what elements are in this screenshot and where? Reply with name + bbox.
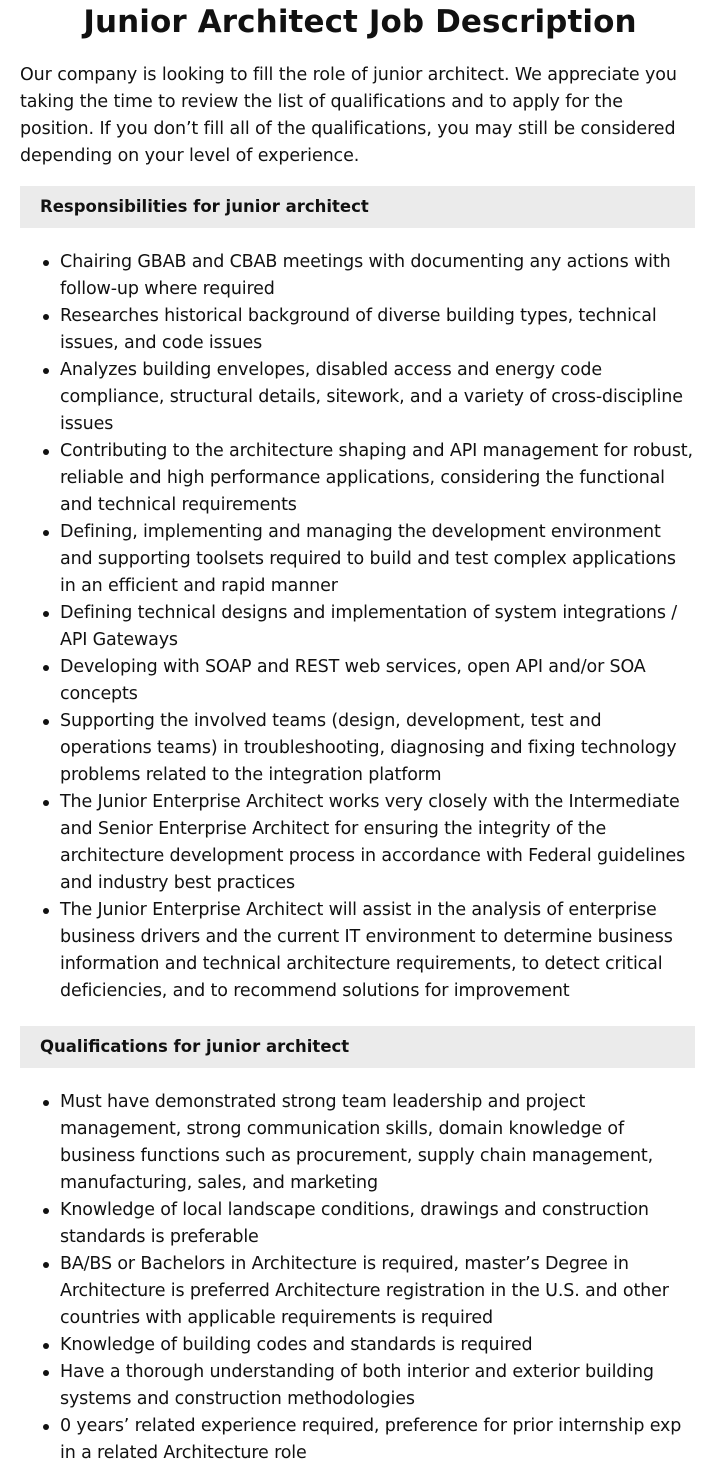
responsibilities-header: Responsibilities for junior architect	[20, 186, 695, 228]
list-item-text: Developing with SOAP and REST web services, open API and/or SOA concepts	[60, 657, 646, 704]
bullet-icon	[43, 665, 49, 671]
list-item	[20, 1413, 696, 1467]
bullet-icon	[43, 1343, 49, 1349]
bullet-icon	[43, 908, 49, 914]
bullet-icon	[43, 1262, 49, 1268]
list-item	[20, 1197, 696, 1251]
list-item	[20, 654, 696, 708]
page-title: Junior Architect Job Description	[83, 4, 637, 40]
qualifications-list	[20, 1089, 696, 1467]
list-item	[20, 708, 696, 789]
bullet-icon	[43, 449, 49, 455]
bullet-icon	[43, 800, 49, 806]
bullet-icon	[43, 530, 49, 536]
list-item	[20, 1359, 696, 1413]
qualifications-header: Qualifications for junior architect	[20, 1026, 695, 1068]
list-item-text: Researches historical background of diverse building types, technical issues, and code issues	[60, 306, 657, 353]
bullet-icon	[43, 1370, 49, 1376]
bullet-icon	[43, 1100, 49, 1106]
list-item-text: Chairing GBAB and CBAB meetings with documenting any actions with follow-up where required	[60, 252, 671, 299]
responsibilities-list	[20, 249, 696, 1005]
list-item-text: Defining, implementing and managing the development environment and supporting toolsets required to build and test complex applications in an efficient and rapid manner	[60, 522, 676, 596]
list-item	[20, 1332, 696, 1359]
list-item-text: The Junior Enterprise Architect works very closely with the Intermediate and Senior Enterprise Architect for ensuring the integrity of the architecture development process in accordance with Federal guidelines and industry best practices	[60, 792, 686, 893]
bullet-icon	[43, 719, 49, 725]
list-item-text: 0 years’ related experience required, preference for prior internship exp in a related Architecture role	[60, 1416, 682, 1463]
bullet-icon	[43, 1208, 49, 1214]
list-item-text: The Junior Enterprise Architect will assist in the analysis of enterprise business drivers and the current IT environment to determine business information and technical architecture requirements, to detect critical deficiencies, and to recommend solutions for improvement	[60, 900, 673, 1001]
list-item-text: Contributing to the architecture shaping and API management for robust, reliable and high performance applications, considering the functional and technical requirements	[60, 441, 693, 515]
list-item	[20, 303, 696, 357]
list-item	[20, 1251, 696, 1332]
bullet-icon	[43, 1424, 49, 1430]
bullet-icon	[43, 611, 49, 617]
list-item	[20, 519, 696, 600]
list-item	[20, 897, 696, 1005]
list-item-text: Must have demonstrated strong team leadership and project management, strong communication skills, domain knowledge of business functions such as procurement, supply chain management, manufacturing, sales, and marketing	[60, 1092, 654, 1193]
list-item-text: Defining technical designs and implementation of system integrations / API Gateways	[60, 603, 677, 650]
list-item	[20, 357, 696, 438]
list-item	[20, 789, 696, 897]
bullet-icon	[43, 368, 49, 374]
bullet-icon	[43, 314, 49, 320]
list-item-text: Knowledge of local landscape conditions, drawings and construction standards is preferable	[60, 1200, 649, 1247]
list-item-text: Analyzes building envelopes, disabled access and energy code compliance, structural details, sitework, and a variety of cross-discipline issues	[60, 360, 683, 434]
list-item-text: BA/BS or Bachelors in Architecture is required, master’s Degree in Architecture is preferred Architecture registration in the U.S. and other countries with applicable requirements is required	[60, 1254, 669, 1328]
list-item-text: Have a thorough understanding of both interior and exterior building systems and construction methodologies	[60, 1362, 654, 1409]
list-item	[20, 438, 696, 519]
bullet-icon	[43, 260, 49, 266]
list-item-text: Supporting the involved teams (design, development, test and operations teams) in troubleshooting, diagnosing and fixing technology problems related to the integration platform	[60, 711, 677, 785]
list-item-text: Knowledge of building codes and standards is required	[60, 1335, 533, 1355]
intro-paragraph: Our company is looking to fill the role of junior architect. We appreciate you taking the time to review the list of qualifications and to apply for the position. If you don’t fill all of the qualifications, you may still be considered depending on your level of experience.	[20, 65, 677, 166]
list-item	[20, 249, 696, 303]
list-item	[20, 1089, 696, 1197]
list-item	[20, 600, 696, 654]
